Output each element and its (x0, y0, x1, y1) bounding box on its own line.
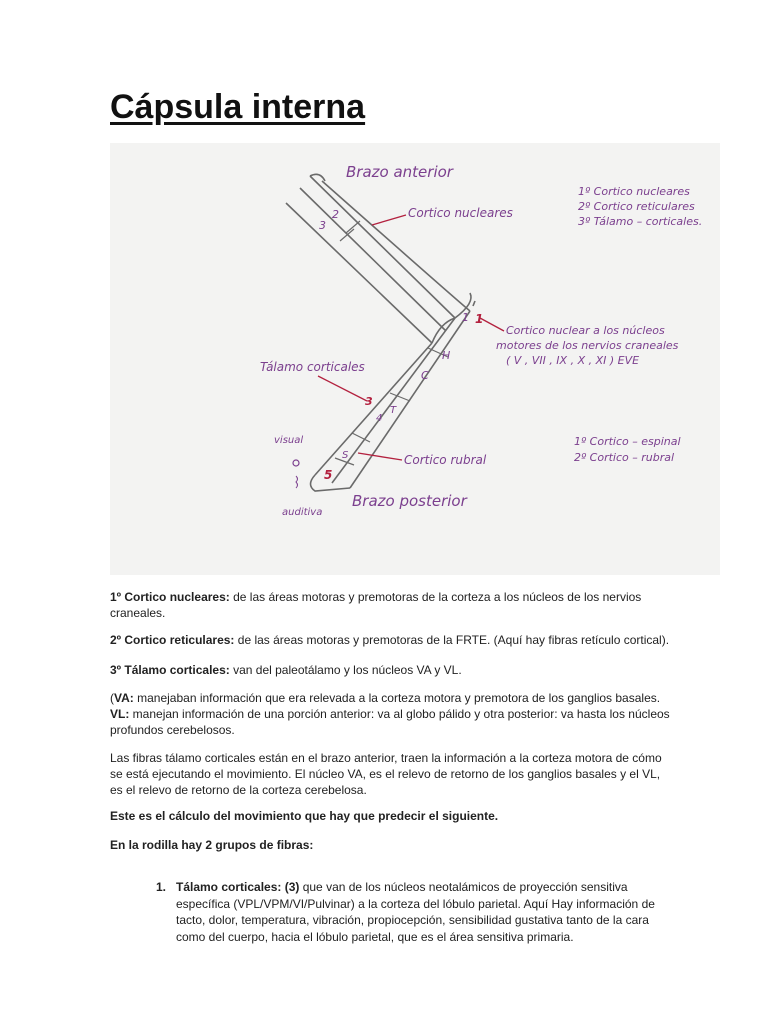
numbered-list (110, 879, 670, 945)
label-cortico-nuclear-motores-2: motores de los nervios craneales (496, 339, 679, 352)
label-brazo-posterior: Brazo posterior (352, 492, 467, 510)
posterior-label-c: C (421, 369, 429, 382)
paragraph-talamo-corticales: 3º Tálamo corticales: van del paleotálamo y los núcleos VA y VL. (110, 663, 462, 677)
anterior-number-2: 2 (332, 208, 339, 221)
label-visual: visual (274, 435, 304, 446)
knee-number-1: 1 (462, 311, 469, 324)
paragraph-cortico-nucleares: 1º Cortico nucleares: de las áreas motoras y premotoras de la corteza a los núcleos de los nervios craneales. (110, 590, 642, 620)
posterior-label-s: S (342, 450, 349, 461)
posterior-label-h: H (442, 349, 451, 362)
label-auditiva: auditiva (282, 507, 323, 518)
mark-red-3: 3 (365, 395, 373, 408)
label-cortico-rubral: Cortico rubral (404, 453, 487, 467)
paragraph-rodilla: En la rodilla hay 2 grupos de fibras: (110, 838, 314, 852)
auditory-ear-icon (296, 476, 298, 488)
mark-red-5: 5 (324, 468, 333, 482)
capsule-drawing (110, 143, 720, 575)
posterior-label-4: 4 (376, 413, 383, 424)
anterior-limb (286, 174, 470, 343)
label-cortico-nuclear-motores-3: ( V , VII , IX , X , XI ) EVE (506, 354, 640, 367)
paragraph-fibras-talamo: Las fibras tálamo corticales están en el brazo anterior, traen la información a la corteza motora de cómo se está ejecutando el movimiento. El núcleo VA, es el relevo de retorno de los ganglios basales y el VL, es el relevo de retorno de la corteza cerebelosa. (110, 751, 662, 797)
page-title: Cápsula interna (110, 88, 366, 126)
legend-bottom-2: 2º Cortico – rubral (574, 451, 675, 464)
legend-top-3: 3º Tálamo – corticales. (578, 215, 703, 228)
paragraph-cortico-reticulares: 2º Cortico reticulares: de las áreas motoras y premotoras de la FRTE. (Aquí hay fibras retículo cortical). (110, 633, 670, 647)
paragraph-va-vl: (VA: manejaban información que era relevada a la corteza motora y premotora de los ganglios basales. VL: manejan información de una porción anterior: va al globo pálido y otra posterior: va hasta los núcleos profundos cerebelosos. (110, 691, 670, 737)
label-talamo-corticales: Tálamo corticales (260, 360, 365, 374)
paragraph-calculo-movimiento: Este es el cálculo del movimiento que hay que predecir el siguiente. (110, 809, 499, 823)
visual-eye-icon (293, 460, 299, 466)
internal-capsule-diagram (110, 143, 720, 575)
list-item-text: que van de los núcleos neotalámicos de proyección sensitiva específica (VPL/VPM/VI/Pulvinar) a la corteza del lóbulo parietal. Aquí Hay información de tacto, dolor, temperatura, vibración, propiocepción, sensibilidad gustativa tanto de la cara como del cuerpo, hacia el lóbulo parietal, que es el área sensitiva primaria. (176, 880, 655, 944)
label-cortico-nuclear-motores-1: Cortico nuclear a los núcleos (506, 324, 665, 337)
mark-red-1: 1 (475, 312, 484, 326)
list-item-number: 1. (156, 880, 167, 894)
legend-top-2: 2º Cortico reticulares (578, 200, 695, 213)
anterior-number-3: 3 (319, 219, 326, 232)
list-item (110, 879, 670, 945)
label-brazo-anterior: Brazo anterior (346, 163, 453, 181)
legend-bottom-1: 1º Cortico – espinal (574, 435, 681, 448)
legend-top-1: 1º Cortico nucleares (578, 185, 690, 198)
label-cortico-nucleares: Cortico nucleares (408, 206, 513, 220)
posterior-label-t: T (390, 405, 397, 416)
list-item-bold: Tálamo corticales: (3) (176, 880, 300, 894)
